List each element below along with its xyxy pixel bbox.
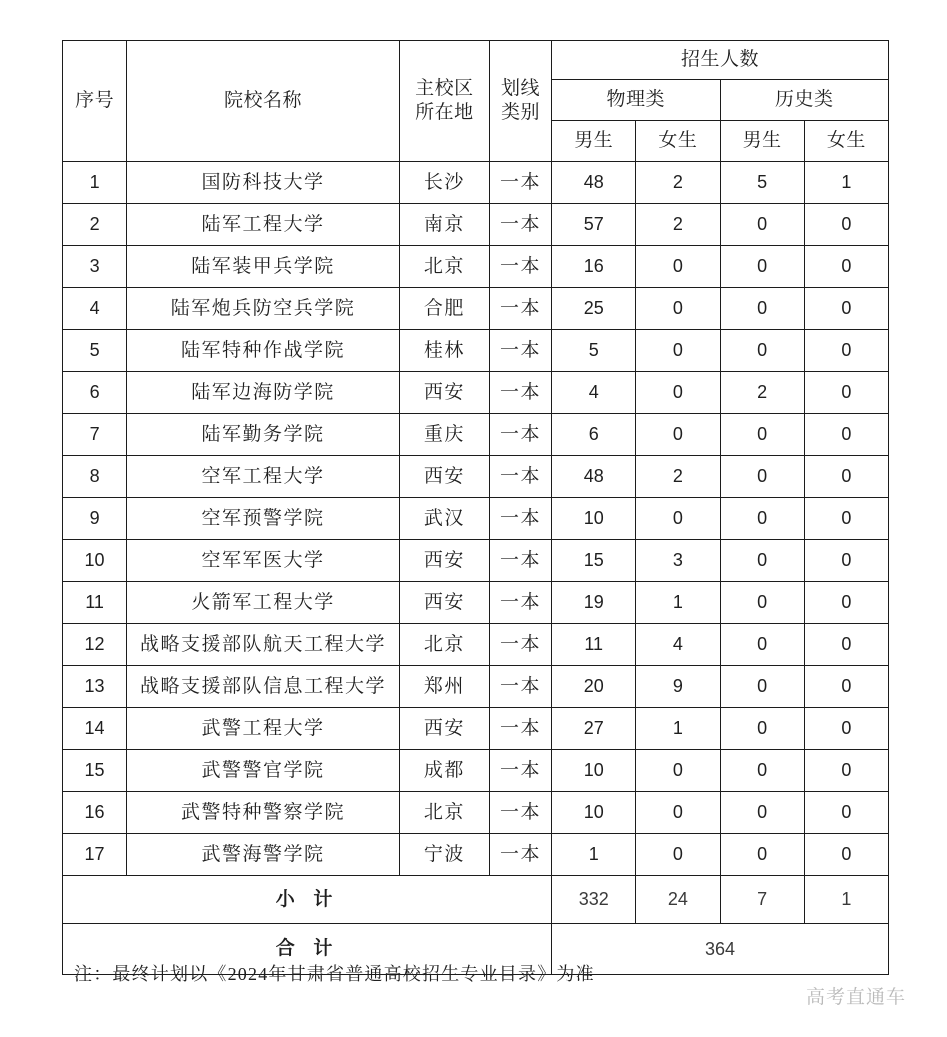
cell-city: 南京: [399, 204, 489, 246]
cell-score-line: 一本: [489, 414, 551, 456]
cell-physics-female: 0: [636, 414, 720, 456]
cell-school-name: 战略支援部队信息工程大学: [127, 666, 400, 708]
cell-history-male: 0: [720, 288, 804, 330]
cell-index: 15: [63, 750, 127, 792]
cell-index: 3: [63, 246, 127, 288]
cell-history-female: 0: [804, 582, 888, 624]
cell-score-line: 一本: [489, 750, 551, 792]
cell-physics-female: 0: [636, 330, 720, 372]
cell-history-male: 0: [720, 624, 804, 666]
subtotal-row: [63, 876, 889, 924]
cell-score-line: 一本: [489, 456, 551, 498]
cell-physics-female: 1: [636, 708, 720, 750]
table-row: [63, 792, 889, 834]
cell-city: 西安: [399, 540, 489, 582]
subtotal-history-female: 1: [804, 876, 888, 924]
cell-city: 西安: [399, 582, 489, 624]
cell-index: 16: [63, 792, 127, 834]
cell-history-female: 0: [804, 540, 888, 582]
cell-score-line: 一本: [489, 666, 551, 708]
table-row: [63, 540, 889, 582]
table-row: [63, 582, 889, 624]
table-row: [63, 750, 889, 792]
cell-history-male: 2: [720, 372, 804, 414]
cell-score-line: 一本: [489, 246, 551, 288]
table-header: [63, 41, 889, 162]
cell-history-male: 0: [720, 708, 804, 750]
table-row: [63, 834, 889, 876]
cell-index: 4: [63, 288, 127, 330]
cell-history-male: 0: [720, 834, 804, 876]
table-row: [63, 246, 889, 288]
cell-index: 17: [63, 834, 127, 876]
cell-school-name: 陆军工程大学: [127, 204, 400, 246]
table-row: [63, 666, 889, 708]
cell-history-female: 0: [804, 498, 888, 540]
cell-school-name: 陆军边海防学院: [127, 372, 400, 414]
table-row: [63, 708, 889, 750]
cell-city: 西安: [399, 708, 489, 750]
cell-score-line: 一本: [489, 834, 551, 876]
cell-city: 北京: [399, 624, 489, 666]
cell-physics-male: 10: [552, 498, 636, 540]
cell-history-female: 0: [804, 246, 888, 288]
cell-physics-male: 25: [552, 288, 636, 330]
cell-index: 9: [63, 498, 127, 540]
cell-history-female: 1: [804, 162, 888, 204]
cell-score-line: 一本: [489, 792, 551, 834]
cell-score-line: 一本: [489, 162, 551, 204]
grand-total-label: 合 计: [63, 924, 552, 975]
cell-physics-male: 6: [552, 414, 636, 456]
column-header-history-group: 历史类: [720, 80, 889, 121]
cell-city: 重庆: [399, 414, 489, 456]
watermark-label: 高考直通车: [806, 986, 907, 1008]
cell-score-line: 一本: [489, 582, 551, 624]
column-header-enrollment-count: 招生人数: [552, 41, 889, 80]
cell-physics-male: 10: [552, 792, 636, 834]
cell-school-name: 武警海警学院: [127, 834, 400, 876]
cell-school-name: 武警工程大学: [127, 708, 400, 750]
cell-physics-female: 4: [636, 624, 720, 666]
cell-score-line: 一本: [489, 372, 551, 414]
cell-physics-male: 11: [552, 624, 636, 666]
cell-history-male: 0: [720, 498, 804, 540]
cell-history-female: 0: [804, 750, 888, 792]
table-row: [63, 288, 889, 330]
column-header-physics-male: 男生: [552, 121, 636, 162]
cell-history-male: 0: [720, 666, 804, 708]
military-academy-enrollment-table: [62, 40, 889, 975]
cell-city: 西安: [399, 372, 489, 414]
cell-index: 2: [63, 204, 127, 246]
cell-index: 10: [63, 540, 127, 582]
column-header-history-male: 男生: [720, 121, 804, 162]
cell-physics-female: 0: [636, 498, 720, 540]
cell-physics-male: 48: [552, 456, 636, 498]
cell-school-name: 空军工程大学: [127, 456, 400, 498]
cell-physics-female: 0: [636, 288, 720, 330]
cell-history-male: 5: [720, 162, 804, 204]
subtotal-history-male: 7: [720, 876, 804, 924]
cell-history-female: 0: [804, 792, 888, 834]
cell-school-name: 陆军炮兵防空兵学院: [127, 288, 400, 330]
cell-physics-male: 5: [552, 330, 636, 372]
cell-history-female: 0: [804, 834, 888, 876]
subtotal-label: 小 计: [63, 876, 552, 924]
cell-history-female: 0: [804, 456, 888, 498]
cell-physics-female: 0: [636, 246, 720, 288]
campus-location-line2: 所在地: [415, 101, 474, 123]
cell-index: 12: [63, 624, 127, 666]
cell-physics-male: 27: [552, 708, 636, 750]
cell-school-name: 空军军医大学: [127, 540, 400, 582]
cell-physics-male: 48: [552, 162, 636, 204]
cell-history-male: 0: [720, 330, 804, 372]
cell-physics-female: 0: [636, 750, 720, 792]
cell-school-name: 国防科技大学: [127, 162, 400, 204]
column-header-physics-group: 物理类: [552, 80, 720, 121]
cell-physics-male: 4: [552, 372, 636, 414]
cell-city: 宁波: [399, 834, 489, 876]
cell-history-female: 0: [804, 330, 888, 372]
cell-physics-male: 15: [552, 540, 636, 582]
cell-history-male: 0: [720, 792, 804, 834]
cell-index: 7: [63, 414, 127, 456]
table-row: [63, 372, 889, 414]
column-header-school-name: 院校名称: [127, 41, 400, 162]
cell-score-line: 一本: [489, 330, 551, 372]
cell-physics-female: 0: [636, 834, 720, 876]
cell-score-line: 一本: [489, 540, 551, 582]
column-header-score-line-category: [489, 41, 551, 162]
header-row-1: [63, 41, 889, 80]
table-row: [63, 330, 889, 372]
cell-school-name: 武警特种警察学院: [127, 792, 400, 834]
cell-city: 西安: [399, 456, 489, 498]
cell-city: 成都: [399, 750, 489, 792]
cell-history-male: 0: [720, 750, 804, 792]
cell-index: 13: [63, 666, 127, 708]
subtotal-physics-male: 332: [552, 876, 636, 924]
campus-location-line1: 主校区: [415, 77, 474, 100]
cell-city: 桂林: [399, 330, 489, 372]
cell-physics-female: 0: [636, 792, 720, 834]
cell-score-line: 一本: [489, 498, 551, 540]
table-footnote: 注：最终计划以《2024年甘肃省普通高校招生专业目录》为准: [74, 964, 595, 984]
cell-physics-female: 9: [636, 666, 720, 708]
cell-score-line: 一本: [489, 288, 551, 330]
cell-history-female: 0: [804, 372, 888, 414]
cell-index: 5: [63, 330, 127, 372]
table-row: [63, 162, 889, 204]
cell-score-line: 一本: [489, 708, 551, 750]
cell-city: 郑州: [399, 666, 489, 708]
cell-school-name: 陆军特种作战学院: [127, 330, 400, 372]
subtotal-physics-female: 24: [636, 876, 720, 924]
cell-physics-female: 0: [636, 372, 720, 414]
cell-history-male: 0: [720, 540, 804, 582]
cell-history-male: 0: [720, 204, 804, 246]
cell-history-male: 0: [720, 582, 804, 624]
cell-index: 11: [63, 582, 127, 624]
cell-school-name: 陆军装甲兵学院: [127, 246, 400, 288]
column-header-physics-female: 女生: [636, 121, 720, 162]
cell-physics-female: 2: [636, 204, 720, 246]
cell-city: 武汉: [399, 498, 489, 540]
grand-total-value: 364: [552, 924, 889, 975]
cell-school-name: 武警警官学院: [127, 750, 400, 792]
cell-history-male: 0: [720, 456, 804, 498]
cell-school-name: 战略支援部队航天工程大学: [127, 624, 400, 666]
cell-school-name: 陆军勤务学院: [127, 414, 400, 456]
cell-city: 北京: [399, 246, 489, 288]
cell-score-line: 一本: [489, 624, 551, 666]
table-row: [63, 414, 889, 456]
column-header-history-female: 女生: [804, 121, 888, 162]
cell-school-name: 火箭军工程大学: [127, 582, 400, 624]
table-row: [63, 456, 889, 498]
cell-physics-male: 1: [552, 834, 636, 876]
table-row: [63, 498, 889, 540]
table-row: [63, 624, 889, 666]
cell-score-line: 一本: [489, 204, 551, 246]
score-line-line1: 划线: [501, 77, 541, 100]
cell-history-female: 0: [804, 708, 888, 750]
cell-city: 北京: [399, 792, 489, 834]
cell-city: 长沙: [399, 162, 489, 204]
cell-history-female: 0: [804, 666, 888, 708]
table-row: [63, 204, 889, 246]
cell-history-male: 0: [720, 414, 804, 456]
cell-history-female: 0: [804, 204, 888, 246]
cell-index: 6: [63, 372, 127, 414]
cell-index: 8: [63, 456, 127, 498]
cell-physics-male: 20: [552, 666, 636, 708]
cell-history-male: 0: [720, 246, 804, 288]
cell-physics-male: 57: [552, 204, 636, 246]
cell-physics-female: 3: [636, 540, 720, 582]
score-line-line2: 类别: [501, 101, 541, 123]
cell-history-female: 0: [804, 288, 888, 330]
cell-physics-male: 10: [552, 750, 636, 792]
cell-city: 合肥: [399, 288, 489, 330]
cell-history-female: 0: [804, 624, 888, 666]
cell-school-name: 空军预警学院: [127, 498, 400, 540]
column-header-index: 序号: [63, 41, 127, 162]
cell-physics-female: 1: [636, 582, 720, 624]
cell-physics-male: 16: [552, 246, 636, 288]
cell-index: 1: [63, 162, 127, 204]
cell-physics-female: 2: [636, 456, 720, 498]
cell-physics-female: 2: [636, 162, 720, 204]
table-body: [63, 162, 889, 975]
column-header-campus-location: [399, 41, 489, 162]
cell-index: 14: [63, 708, 127, 750]
cell-history-female: 0: [804, 414, 888, 456]
cell-physics-male: 19: [552, 582, 636, 624]
